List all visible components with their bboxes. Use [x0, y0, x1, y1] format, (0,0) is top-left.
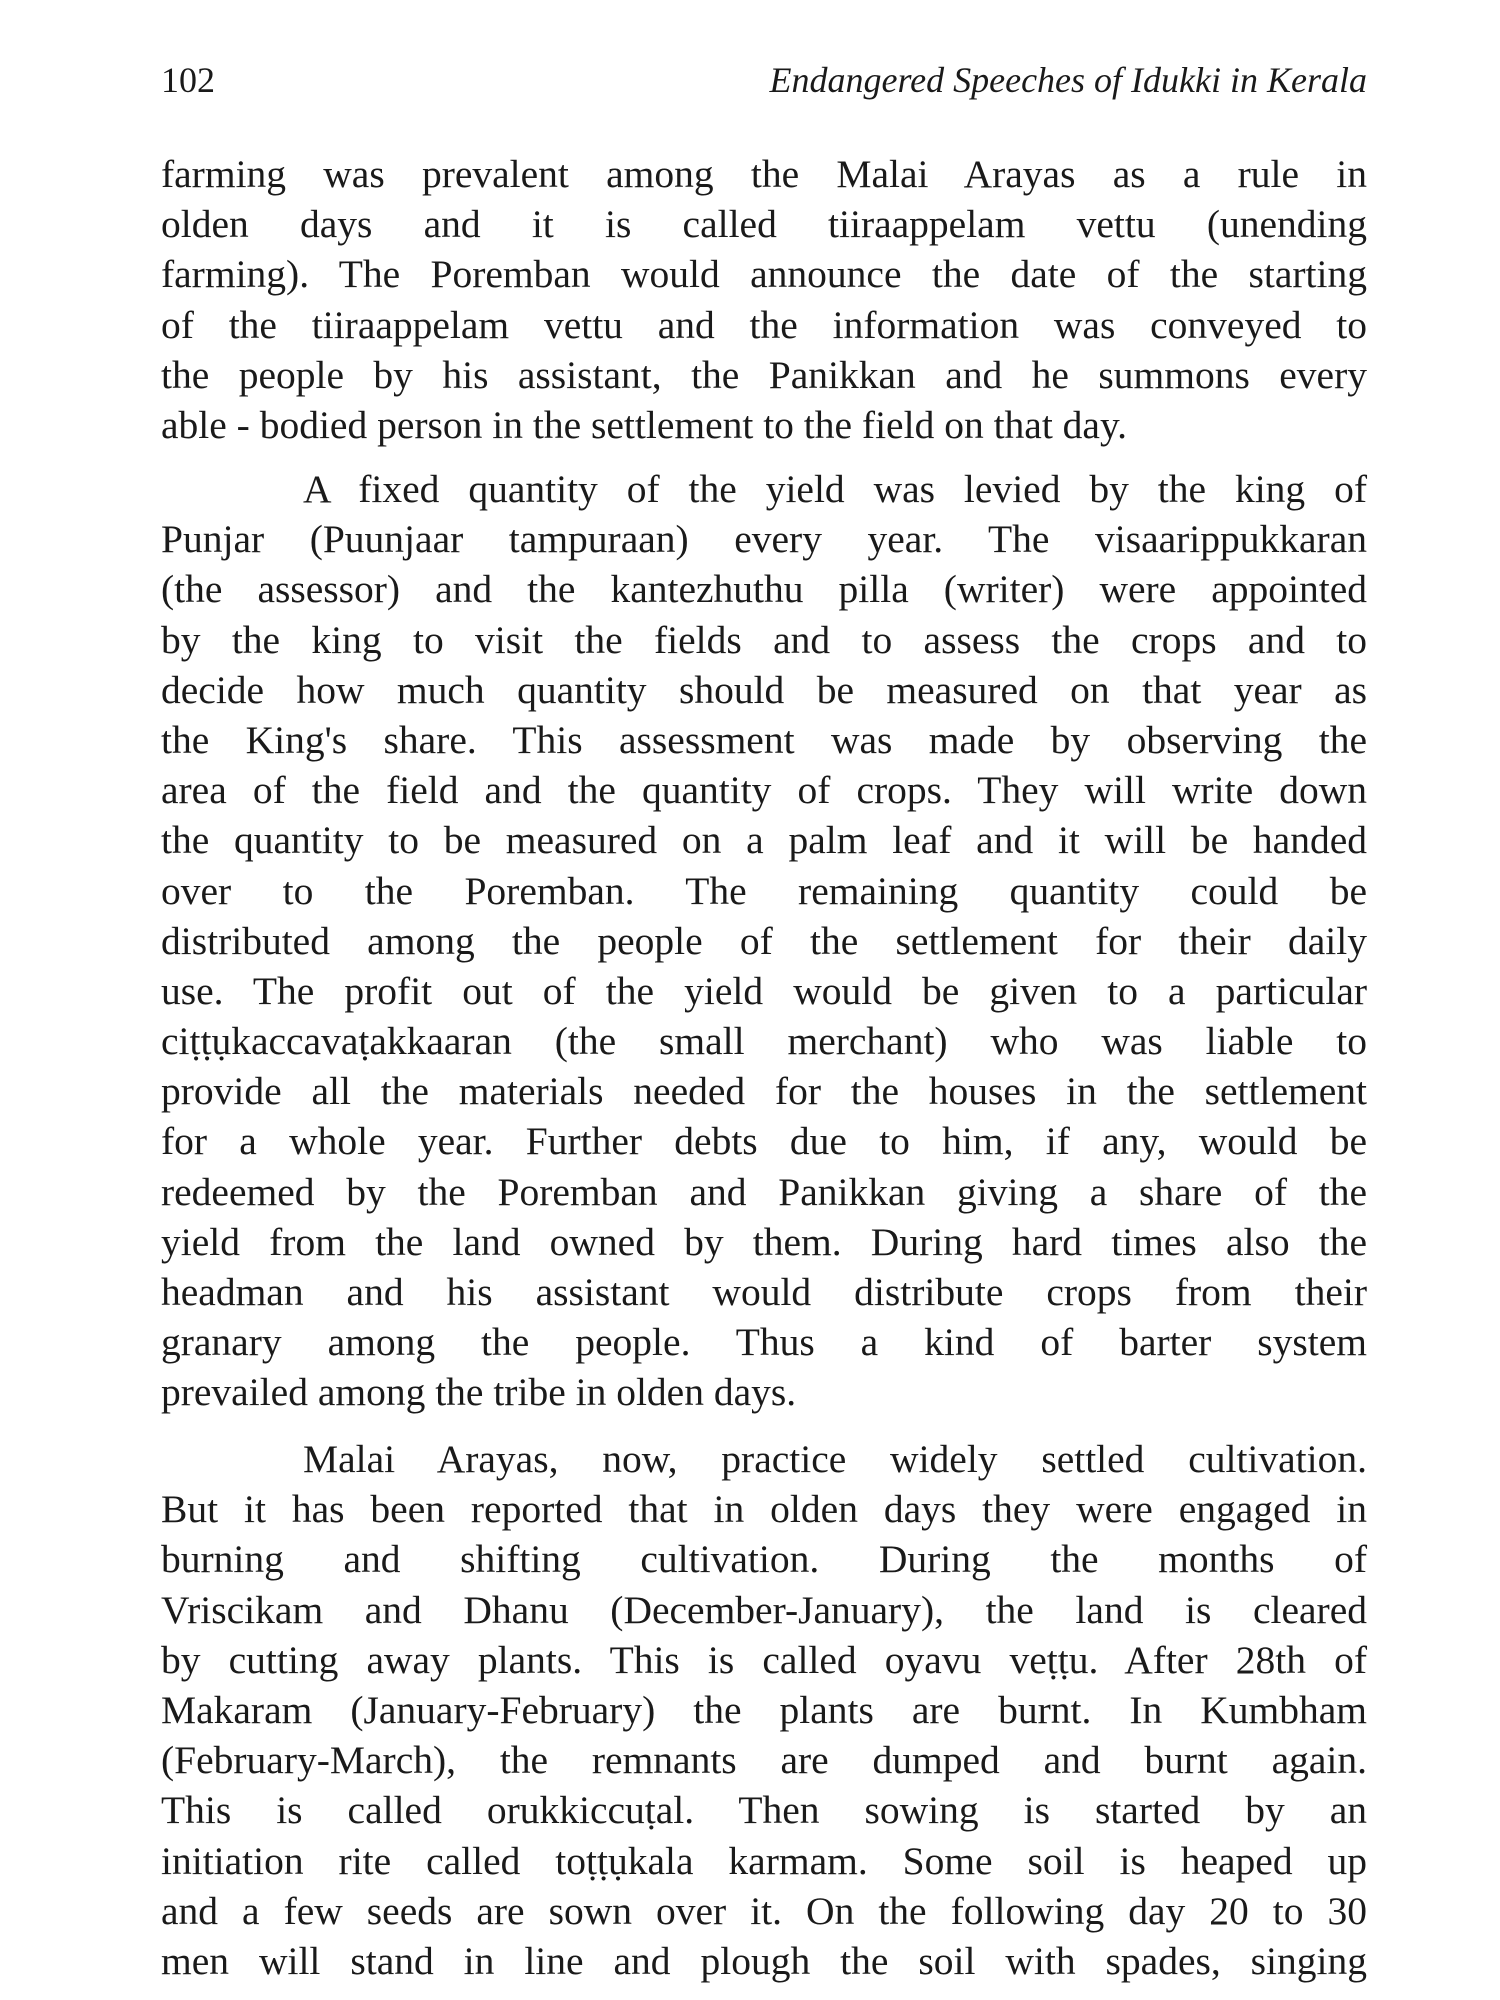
text-line: area of the field and the quantity of crops. They will write down — [161, 768, 1367, 813]
text-line: Makaram (January-February) the plants are burnt. In Kumbham — [161, 1687, 1367, 1732]
text-line: olden days and it is called tiiraappelam vettu (unending — [161, 202, 1367, 247]
text-line: the people by his assistant, the Panikkan and he summons every — [161, 352, 1367, 397]
text-line: distributed among the people of the settlement for their daily — [161, 918, 1367, 963]
text-line: Punjar (Puunjaar tampuraan) every year. The visaarippukkaran — [161, 517, 1367, 562]
paragraph-2 — [161, 464, 1367, 1418]
text-line: granary among the people. Thus a kind of barter system — [161, 1320, 1367, 1365]
text-line: (the assessor) and the kantezhuthu pilla (writer) were appointed — [161, 567, 1367, 612]
text-line: and a few seeds are sown over it. On the following day 20 to 30 — [161, 1888, 1367, 1933]
text-line: decide how much quantity should be measured on that year as — [161, 667, 1367, 712]
text-line: able - bodied person in the settlement to the field on that day. — [161, 402, 1128, 447]
text-line: the quantity to be measured on a palm leaf and it will be handed — [161, 818, 1367, 863]
text-line: redeemed by the Poremban and Panikkan giving a share of the — [161, 1169, 1367, 1214]
text-line: men will stand in line and plough the soil with spades, singing — [161, 1938, 1367, 1983]
paragraph-3 — [161, 1434, 1367, 1986]
text-line: yield from the land owned by them. During hard times also the — [161, 1219, 1367, 1264]
text-line: by the king to visit the fields and to assess the crops and to — [161, 617, 1367, 662]
text-line: the King's share. This assessment was made by observing the — [161, 717, 1367, 762]
running-title: Endangered Speeches of Idukki in Kerala — [769, 60, 1367, 100]
text-line: farming). The Poremban would announce the date of the starting — [161, 252, 1367, 297]
text-line: Vriscikam and Dhanu (December-January), the land is cleared — [161, 1587, 1367, 1632]
text-line: But it has been reported that in olden days they were engaged in — [161, 1487, 1367, 1532]
text-line: Malai Arayas, now, practice widely settled cultivation. — [303, 1437, 1367, 1481]
text-line: burning and shifting cultivation. During the months of — [161, 1537, 1367, 1582]
text-line: farming was prevalent among the Malai Arayas as a rule in — [161, 152, 1367, 196]
text-line: (February-March), the remnants are dumped and burnt again. — [161, 1738, 1367, 1783]
text-line: prevailed among the tribe in olden days. — [161, 1370, 797, 1415]
text-line: of the tiiraappelam vettu and the information was conveyed to — [161, 302, 1367, 347]
text-line: headman and his assistant would distribute crops from their — [161, 1270, 1367, 1314]
text-line: A fixed quantity of the yield was levied by the king of — [303, 467, 1367, 511]
text-line: initiation rite called toṭṭụkala karmam. Some soil is heaped up — [161, 1838, 1367, 1883]
text-line: over to the Poremban. The remaining quantity could be — [161, 868, 1367, 913]
text-line: This is called orukkiccuṭal. Then sowing is started by an — [161, 1788, 1367, 1833]
text-line: by cutting away plants. This is called oyavu veṭṭu. After 28th of — [161, 1637, 1367, 1682]
paragraph-1 — [161, 149, 1367, 450]
text-line: ciṭṭụkaccavaṭakkaaran (the small merchant) who was liable to — [161, 1019, 1367, 1064]
text-line: for a whole year. Further debts due to him, if any, would be — [161, 1119, 1367, 1164]
text-line: use. The profit out of the yield would be given to a particular — [161, 968, 1367, 1013]
text-line: provide all the materials needed for the houses in the settlement — [161, 1069, 1367, 1114]
page-number: 102 — [161, 60, 215, 100]
